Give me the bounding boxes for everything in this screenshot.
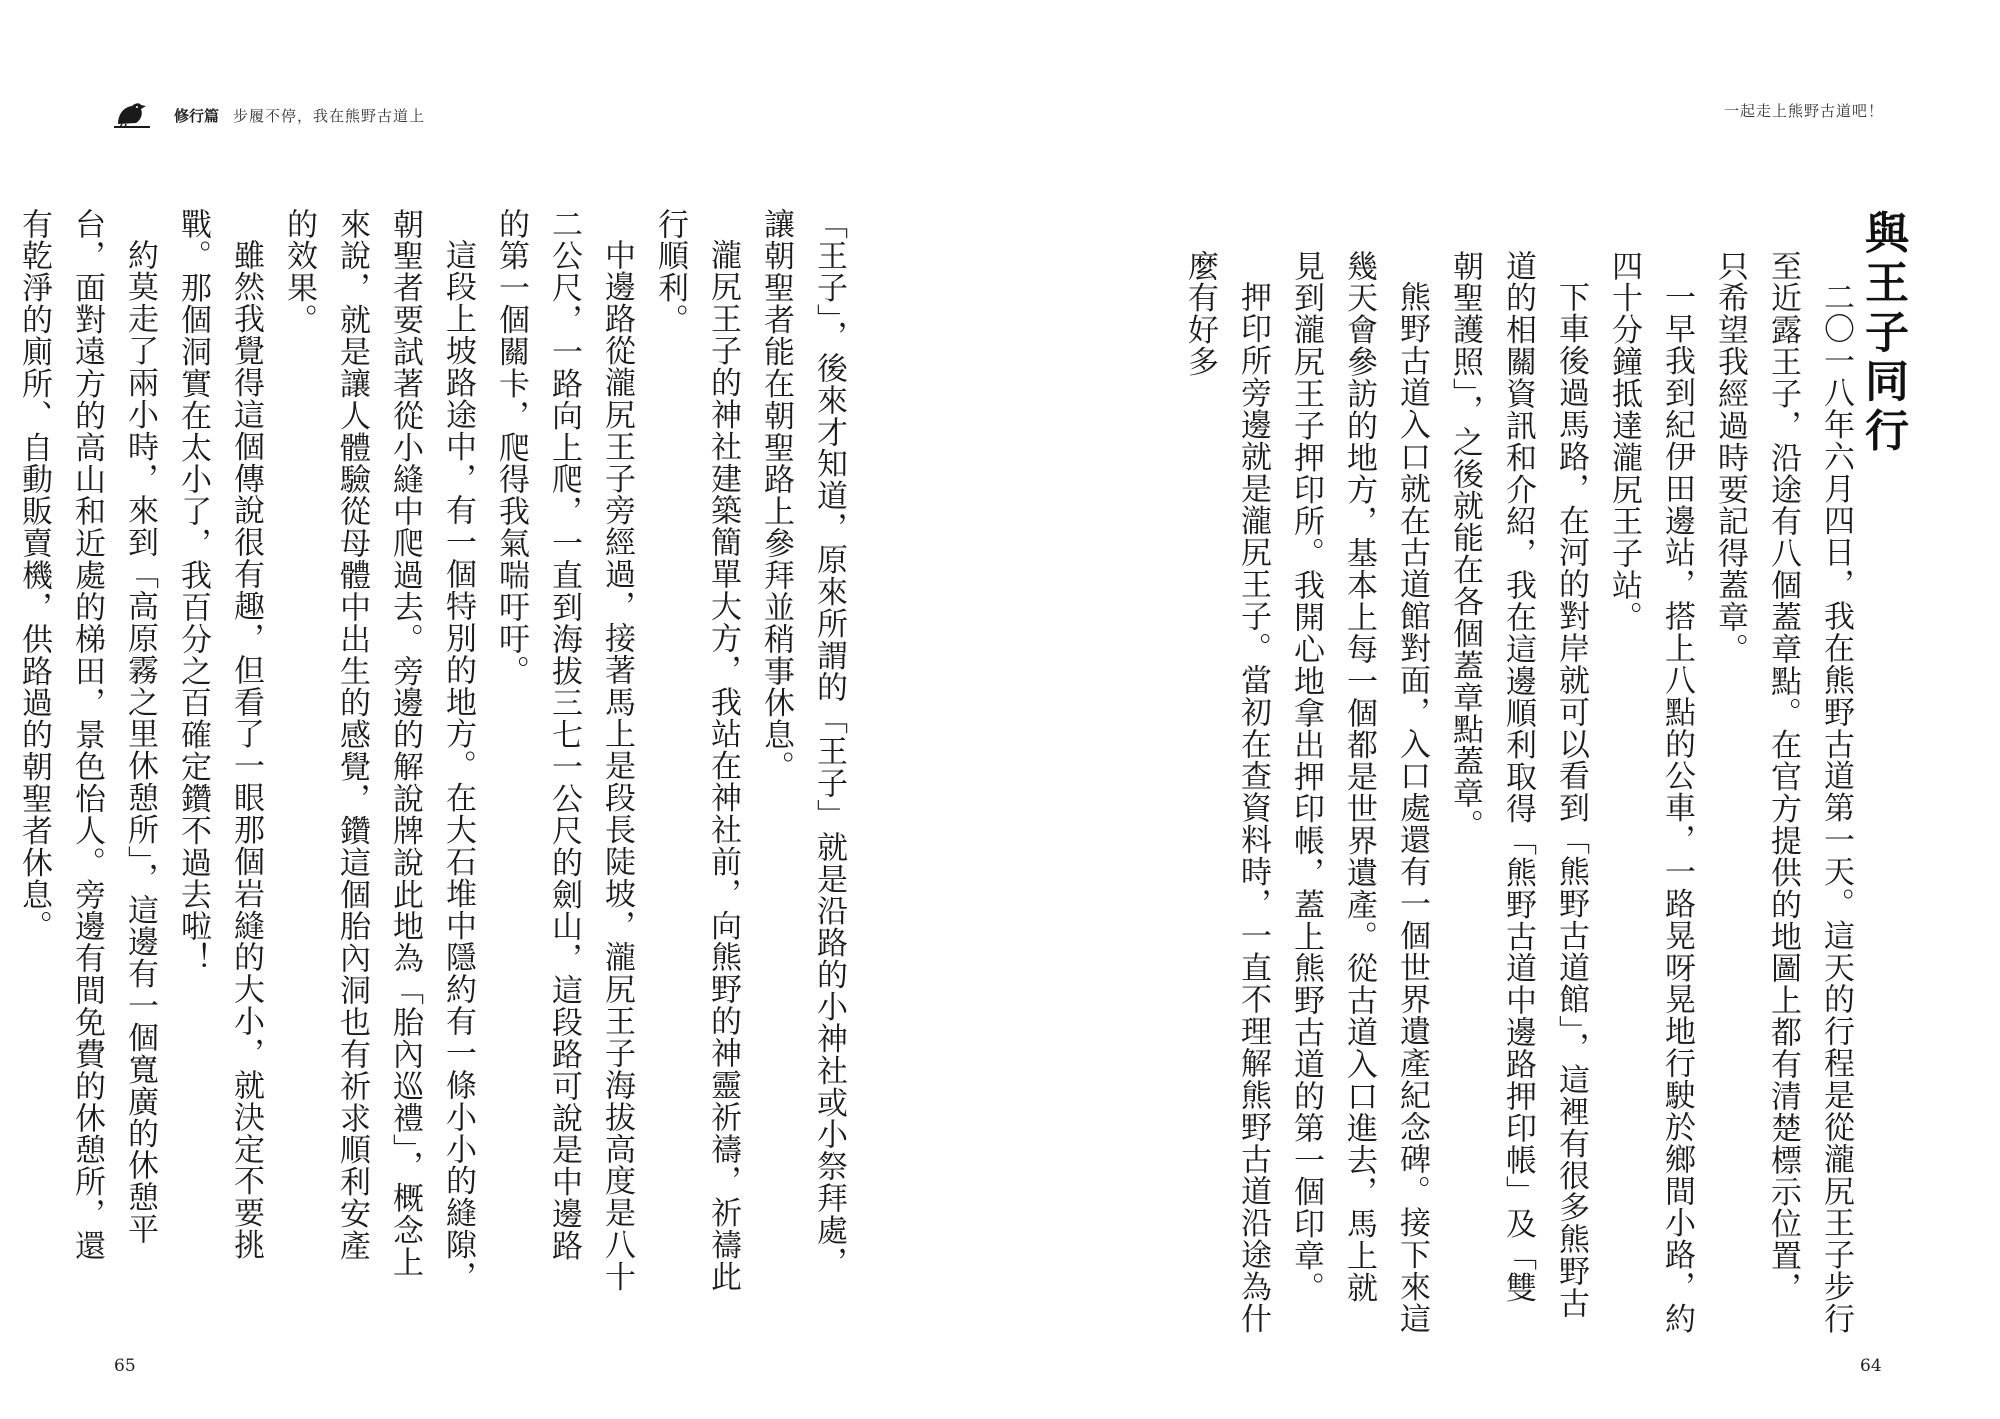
paragraph: 瀧尻王子的神社建築簡單大方，我站在神社前，向熊野的神靈祈禱，祈禱此行順利。 [652, 208, 741, 1293]
paragraph: 雖然我覺得這個傳說很有趣，但看了一眼那個岩縫的大小，就決定不要挑戰。那個洞實在太小了，我百分之百確定鑽不過去啦！ [175, 208, 264, 1261]
running-head-left [112, 100, 425, 130]
paragraph: 「王子」，後來才知道，原來所謂的「王子」就是沿路的小神社或小祭拜處，讓朝聖者能在朝聖路上參拜並稍事休息。 [758, 208, 847, 1279]
right-page [1000, 0, 2000, 1419]
paragraph: 一早我到紀伊田邊站，搭上八點的公車，一路晃呀晃地行駛於鄉間小路，約四十分鐘抵達瀧尻王子站。 [1606, 250, 1695, 1335]
paragraph: 這段上坡路途中，有一個特別的地方。在大石堆中隱約有一條小小的縫隙，朝聖者要試著從小縫中爬過去。旁邊的解說牌說此地為「胎內巡禮」，概念上來說，就是讓人體驗從母體中出生的感覺，鑽這個胎內洞也有祈求順利安產的效果。 [281, 208, 476, 1293]
paragraph: 押印所旁邊就是瀧尻王子。當初在查資料時，一直不理解熊野古道沿途為什麼有好多 [1182, 250, 1271, 1335]
paragraph: 中邊路從瀧尻王子旁經過，接著馬上是段長陡坡，瀧尻王子海拔高度是八十二公尺，一路向上爬，一直到海拔三七一公尺的劍山，這段路可說是中邊路的第一個關卡，爬得我氣喘吁吁。 [493, 208, 635, 1293]
chapter-title: 步履不停，我在熊野古道上 [233, 106, 426, 125]
body-text-left [16, 208, 855, 1293]
page-number-left: 65 [114, 1356, 136, 1376]
paragraph: 約莫走了兩小時，來到「高原霧之里休憩所」，這邊有一個寬廣的休憩平台，面對遠方的高山和近處的梯田，景色怡人。旁邊有間免費的休憩所，還有乾淨的廁所、自動販賣機，供路過的朝聖者休息。 [16, 208, 158, 1262]
section-label: 修行篇 [174, 106, 220, 125]
paragraph: 熊野古道入口就在古道館對面，入口處還有一個世界遺產紀念碑。接下來這幾天會參訪的地方，基本上每一個都是世界遺產。從古道入口進去，馬上就見到瀧尻王子押印所。我開心地拿出押印帳，蓋上熊野古道的第一個印章。 [1288, 250, 1430, 1335]
paragraph: 下車後過馬路，在河的對岸就可以看到「熊野古道館」，這裡有很多熊野古道的相關資訊和介紹，我在這邊順利取得「熊野古道中邊路押印帳」及「雙朝聖護照」，之後就能在各個蓋章點蓋章。 [1447, 250, 1589, 1320]
page-number-right: 64 [1860, 1356, 1882, 1376]
section-heading: 與王子同行 [1857, 210, 1908, 457]
paragraph: 二〇一八年六月四日，我在熊野古道第一天。這天的行程是從瀧尻王子步行至近露王子，沿途有八個蓋章點。在官方提供的地圖上都有清楚標示位置，只希望我經過時要記得蓋章。 [1712, 250, 1854, 1335]
book-title: 一起走上熊野古道吧！ [1723, 102, 1884, 120]
crow-logo-icon [112, 100, 152, 130]
body-text-right [1182, 250, 1862, 1335]
